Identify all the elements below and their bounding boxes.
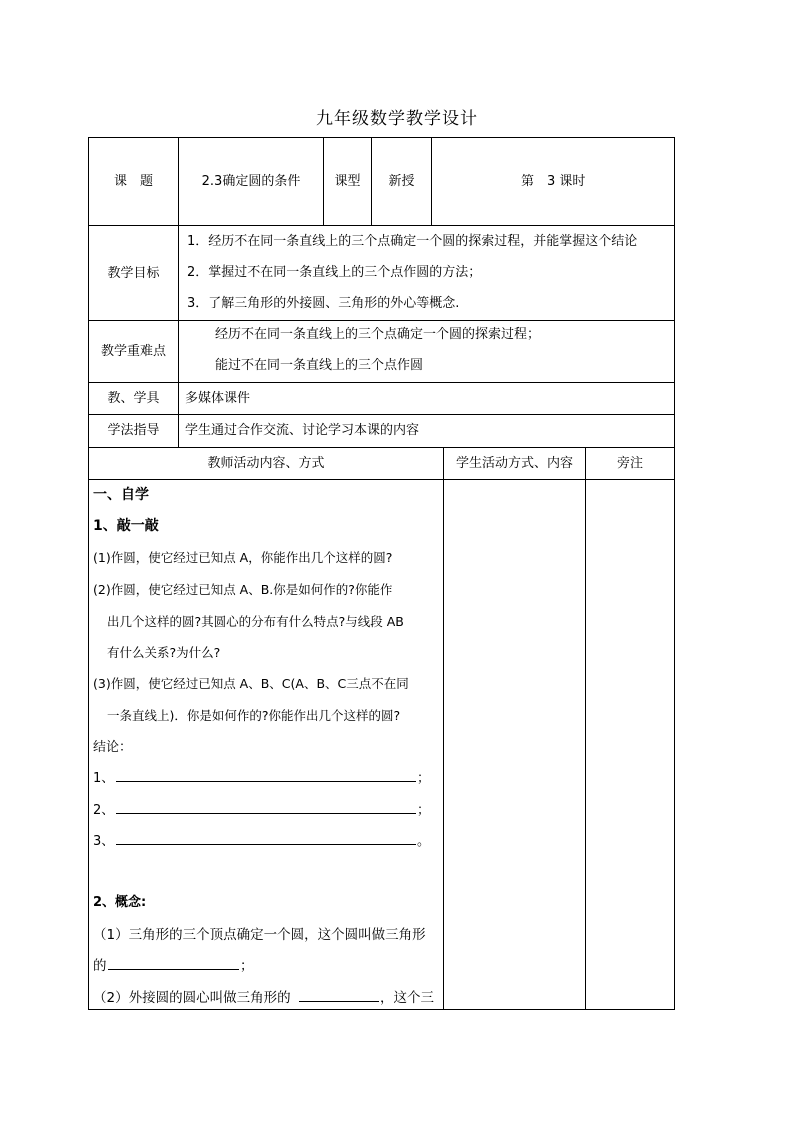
section-heading: 一、自学 — [93, 487, 149, 503]
page-title: 九年级数学教学设计 — [316, 109, 478, 129]
subsection-heading: 2、概念: — [93, 895, 147, 910]
concept-line: 的 — [93, 958, 107, 974]
goal-item: 2．掌握过不在同一条直线上的三个点作圆的方法； — [187, 265, 482, 280]
question-line: 出几个这样的圆?其圆心的分布有什么特点?与线段 AB — [107, 614, 404, 629]
teacher-column-header: 教师活动内容、方式 — [207, 456, 325, 471]
keypoint-item: 能过不在同一条直线上的三个点作圆 — [215, 358, 424, 373]
question-line: (2)作圆，使它经过已知点 A、B.你是如何作的?你能作 — [93, 582, 393, 597]
method-value: 学生通过合作交流、讨论学习本课的内容 — [185, 423, 420, 438]
blank-end: ； — [417, 771, 431, 786]
blank-end: 。 — [417, 834, 431, 849]
blank-end: ； — [240, 958, 254, 974]
goals-label: 教学目标 — [107, 266, 160, 281]
goal-item: 3．了解三角形的外接圆、三角形的外心等概念. — [187, 296, 460, 311]
tools-content-cell — [178, 382, 675, 415]
question-line: (3)作圆，使它经过已知点 A、B、C(A、B、C三点不在同 — [93, 676, 409, 691]
concept-line: ，这个三 — [380, 990, 434, 1006]
tools-label: 教、学具 — [107, 391, 160, 406]
note-content-cell — [585, 479, 675, 1010]
question-line: 一条直线上)．你是如何作的?你能作出几个这样的圆? — [107, 708, 401, 723]
answer-blank — [116, 844, 416, 845]
student-content-cell — [443, 479, 586, 1010]
conclusion-label: 结论： — [93, 740, 133, 755]
topic-value: 2.3确定圆的条件 — [201, 174, 301, 189]
method-label: 学法指导 — [107, 423, 160, 438]
blank-number: 1、 — [93, 771, 115, 786]
student-column-header: 学生活动方式、内容 — [455, 456, 573, 471]
concept-line: （1）三角形的三个顶点确定一个圆，这个圆叫做三角形 — [93, 927, 426, 943]
keypoint-item: 经历不在同一条直线上的三个点确定一个圆的探索过程； — [215, 327, 541, 342]
subsection-heading: 1、敲一敲 — [93, 518, 159, 534]
blank-end: ； — [417, 803, 431, 818]
answer-blank — [116, 813, 416, 814]
type-label: 课型 — [334, 174, 361, 189]
keypoints-label: 教学重难点 — [100, 344, 166, 359]
blank-number: 3、 — [93, 834, 115, 849]
goal-item: 1．经历不在同一条直线上的三个点确定一个圆的探索过程，并能掌握这个结论 — [187, 234, 638, 249]
answer-blank — [116, 781, 416, 782]
note-column-header: 旁注 — [616, 456, 643, 471]
answer-blank — [108, 969, 239, 970]
question-line: 有什么关系?为什么? — [107, 645, 221, 660]
period-text: 第 3 课时 — [521, 174, 586, 189]
question-line: (1)作圆，使它经过已知点 A，你能作出几个这样的圆? — [93, 550, 393, 565]
tools-value: 多媒体课件 — [185, 391, 251, 406]
type-value: 新授 — [388, 174, 415, 189]
concept-line: （2）外接圆的圆心叫做三角形的 — [93, 990, 291, 1006]
topic-label: 课 题 — [113, 174, 153, 189]
answer-blank — [299, 1001, 379, 1002]
blank-number: 2、 — [93, 803, 115, 818]
